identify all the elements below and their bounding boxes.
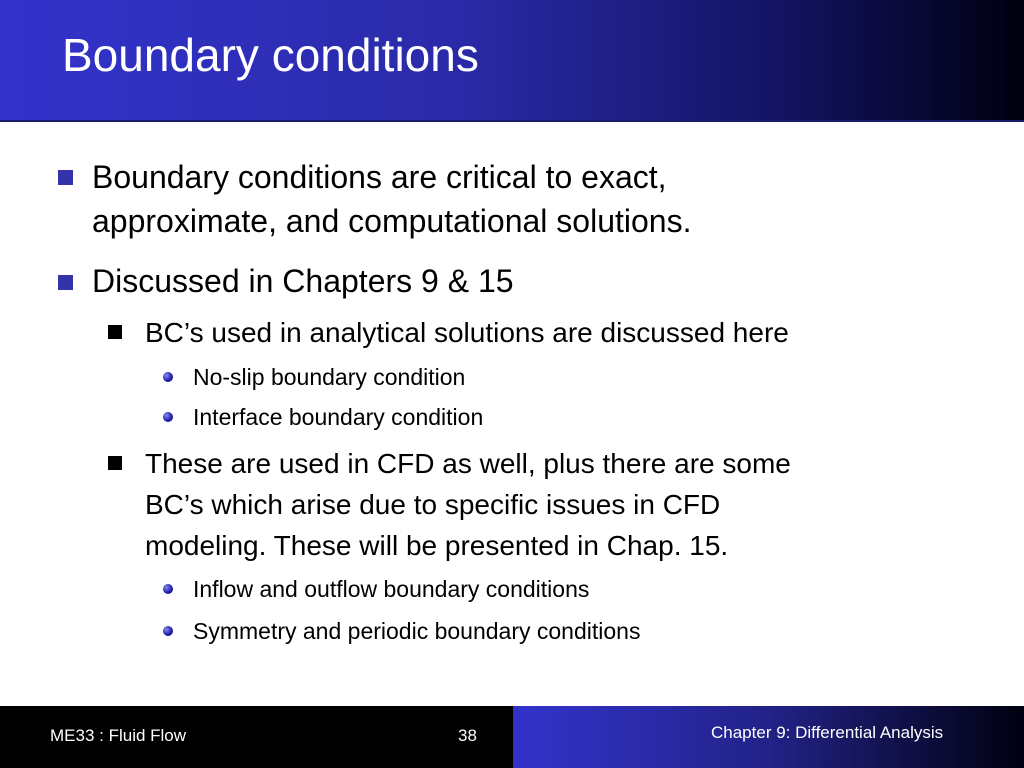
footer-course: ME33 : Fluid Flow — [50, 726, 187, 745]
round-bullet-icon — [163, 626, 173, 636]
bullet-text: modeling. These will be presented in Chap. 15. — [145, 530, 729, 561]
round-bullet-icon — [163, 584, 173, 594]
round-bullet-icon — [163, 412, 173, 422]
bullet-text: BC’s used in analytical solutions are discussed here — [145, 317, 789, 348]
square-bullet-icon — [108, 325, 122, 339]
footer-chapter: Chapter 9: Differential Analysis — [711, 723, 944, 742]
bullet-text: Symmetry and periodic boundary conditions — [193, 618, 641, 644]
bullet-text: No-slip boundary condition — [193, 364, 466, 390]
slide-title: Boundary conditions — [62, 29, 479, 81]
bullet-text: Inflow and outflow boundary conditions — [193, 576, 590, 602]
footer-right — [513, 706, 1024, 768]
page-number: 38 — [458, 726, 477, 745]
square-bullet-icon — [58, 170, 73, 185]
bullet-text: Interface boundary condition — [193, 404, 484, 430]
round-bullet-icon — [163, 372, 173, 382]
bullet-text: Boundary conditions are critical to exact, — [92, 159, 667, 195]
bullet-text: These are used in CFD as well, plus there are some — [145, 448, 791, 479]
bullet-text: Discussed in Chapters 9 & 15 — [92, 263, 514, 299]
footer-left — [0, 706, 513, 768]
bullet-text: BC’s which arise due to specific issues in CFD — [145, 489, 721, 520]
square-bullet-icon — [108, 456, 122, 470]
bullet-text: approximate, and computational solutions. — [92, 203, 692, 239]
square-bullet-icon — [58, 275, 73, 290]
